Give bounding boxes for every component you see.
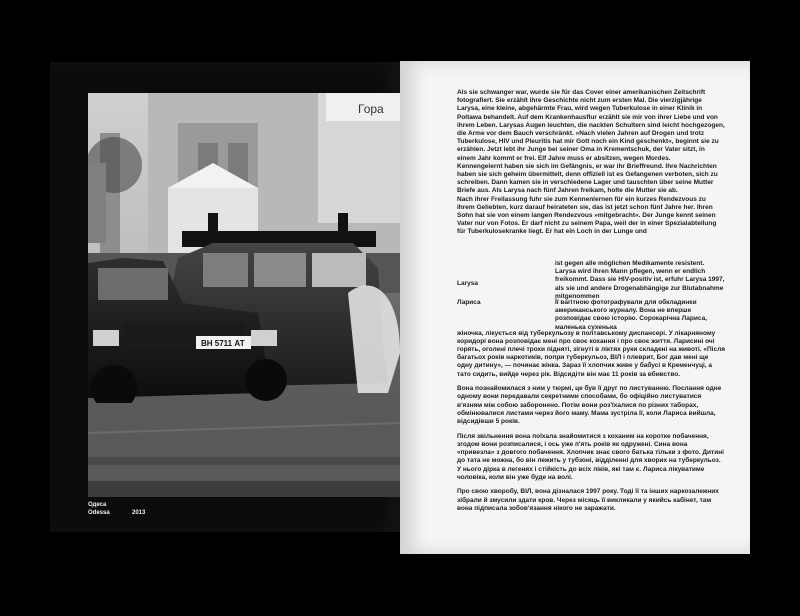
- caption-city-uk: Одеса: [88, 502, 107, 508]
- de-paragraph-2: Kennengelernt haben sie sich im Gefängnis, er war ihr Brieffreund. Ihre Nachrichten haben sie sich geheim übermittelt, denn offiziell ist es Gefangenen verboten, sich zu schreiben. Dann kamen sie in verschiedene Lager und tauschten über seine Mutter Briefe aus. Als Larysa nach fünf Jahren freikam, holte die Mutter sie ab.: [457, 162, 718, 195]
- photo-cars-odessa: [88, 93, 400, 497]
- shop-sign-text: Гора: [358, 102, 384, 116]
- label-larysa-uk: Лариса: [457, 299, 481, 306]
- german-text-column: [457, 89, 725, 237]
- de-paragraph-3: Nach ihrer Freilassung fuhr sie zum Kennenlernen für ein kurzes Rendezvous zu ihrem Geliebten, kurz darauf heirateten sie, das ist jetzt schon fünf Jahre her. Ihren Sohn hat sie von einem langen Rendezvous »mitgebracht«. Der Junge kennt seinen Vater nur von Fotos. Er darf nicht zu seinem Papa, weil der in einer Spezialabteilung für Tuberkulosekranke liegt. Er hat ein Loch in der Lunge und: [457, 195, 717, 236]
- uk-paragraph-2: жіночка, лікується від туберкульозу в полтавському диспансері. У лікарняному коридорі вона розповідає мені про своє кохання і про своє життя. Ларисині очі горять, оголені плечі трохи підняті, зігнуті в ліктях руки складені на животі. «Після багатьох років наркотиків, попри туберкульоз, ВІЛ і плеврит, Бог дав мені ще одну дитину», — починає жінка. Зараз її хлопчик живе у бабусі в Кременчуці, а тато сидить, вийде через рік. Відсидіти він має 11 років за вбивство.: [457, 329, 725, 378]
- street-photo-illustration: [88, 93, 400, 497]
- caption-city-de: Odessa: [88, 510, 110, 516]
- uk-paragraph-3: Вона познайомилася з ним у тюрмі, це був її друг по листуванню. Послання одне одному вони передавали секретними способами, бо офіційно листуватися в'язням між собою заборонено. Потім вони роз'їхалися по різних таборах, обмінювалися листами через його маму. Мама зустріла її, коли Лариса вийшла, відсидівши 5 років.: [457, 385, 722, 426]
- ukrainian-text-intro: Її вагітною фотографували для обкладинки американського журналу. Вона не вперше розповідає свою історію. Сорокарічна Лариса, маленька сухенька: [555, 299, 707, 331]
- de-paragraph-1: Als sie schwanger war, wurde sie für das Cover einer amerikanischen Zeitschrift fotografiert. Sie erzählt ihre Geschichte nicht zum ersten Mal. Die vierzigjährige Larysa, eine kleine, abgehärmte Frau, wird wegen Tuberkulose in einer Klinik in Poltawa behandelt. Auf dem Krankenhausflur erzählt sie mir von ihrer Liebe und von ihrem Leben. Larysas Augen leuchten, die nackten Schultern sind leicht hochgezogen, die Arme vor dem Bauch verschränkt. »Nach vielen Jahren auf Drogen und trotz Tuberkulose, HIV und Pleuritis hat mir Gott noch ein Kind geschenkt«, beginnt sie zu erzählen. Jetzt lebt ihr Junge bei seiner Oma in Krementschuk, der Vater sitzt, in einem Jahr kommt er frei. Elf Jahre muss er absitzen, wegen Mordes.: [457, 89, 725, 162]
- label-larysa: Larysa: [457, 280, 478, 287]
- uk-paragraph-4: Після звільнення вона поїхала знайомитися з коханим на коротке побачення, згодом вони розписалися, і ось уже п'ять років як одружені. Сина вона «привезла» з довгого побачення. Хлопчик знає свого батька тільки з фото. Дитині до тата не можна, бо він лежить у тубзоні, відділенні для хворих на туберкульоз. У нього дірка в легенях і стійкість до всіх ліків, які там є. Лариса лікуватиме чоловіка, коли він уже буде на волі.: [457, 432, 724, 481]
- caption-year: 2013: [132, 510, 146, 516]
- license-plate-text: ВН 5711 АТ: [201, 339, 245, 348]
- uk-paragraph-5: Про свою хворобу, ВІЛ, вона дізналася 1997 року. Тоді її та інших наркозалежних зібрали й змусили здати кров. Через місяць її викликали у якийсь кабінет, там вона підписала зобов'язання нікого не заражати.: [457, 488, 719, 512]
- german-text-continuation: ist gegen alle möglichen Medikamente resistent. Larysa wird ihren Mann pflegen, wenn er endlich freikommt. Dass sie HIV-positiv ist, erfuhr Larysa 1997, als sie und andere Drogenabhängige zur Blutabnahme mitgenommen: [555, 260, 725, 300]
- ukrainian-text-column: [457, 323, 725, 520]
